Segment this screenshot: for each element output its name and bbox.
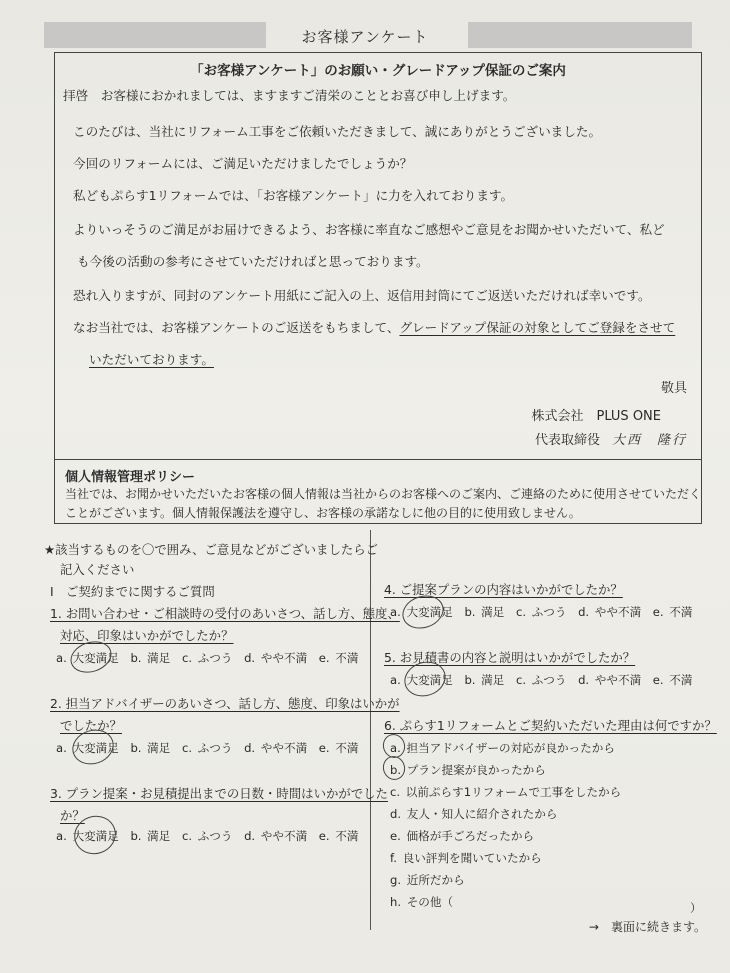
reason-h-close: ） — [690, 901, 702, 915]
question-3-line-2: か？ — [60, 808, 85, 823]
letter-heading: 「お客様アンケート」のお願い・グレードアップ保証のご案内 — [190, 63, 566, 79]
question-3-line-1: 3. プラン提案・お見積提出までの日数・時間はいかがでした — [50, 786, 388, 801]
question-2-options: a. 大変満足 b. 満足 c. ふつう d. やや不満 e. 不満 — [56, 741, 359, 755]
policy-line-2: ことがございます。個人情報保護法を遵守し、お客様の承諾なしに他の目的に使用致しません。 — [65, 506, 581, 520]
reason-d: d. 友人・知人に紹介されたから — [390, 807, 558, 821]
letter-paragraph-7a — [73, 317, 675, 336]
question-1-options: a. 大変満足 b. 満足 c. ふつう d. やや不満 e. 不満 — [56, 651, 359, 665]
representative-signature: 大西 隆行 — [611, 433, 687, 448]
policy-title: 個人情報管理ポリシー — [65, 470, 196, 485]
column-divider — [370, 530, 371, 930]
question-4-options: a. 大変満足 b. 満足 c. ふつう d. やや不満 e. 不満 — [390, 605, 693, 619]
guarantee-highlight: グレードアップ保証の対象としてご登録をさせて — [399, 320, 676, 335]
letter-paragraph-3: 今回のリフォームには、ご満足いただけましたでしょうか？ — [73, 156, 413, 171]
company-name: 株式会社 PLUS ONE — [531, 409, 661, 424]
privacy-policy — [54, 460, 702, 524]
representative — [535, 429, 687, 448]
letter-paragraph-6: 恐れ入りますが、同封のアンケート用紙にご記入の上、返信用封筒にてご返送いただければ幸いです。 — [73, 288, 651, 303]
letter-closing: 敬具 — [660, 381, 687, 396]
question-3-options: a. 大変満足 b. 満足 c. ふつう d. やや不満 e. 不満 — [56, 829, 359, 843]
letter-paragraph-5a: よりいっそうのご満足がお届けできるよう、お客様に率直なご感想やご意見をお聞かせいただいて、私ど — [73, 222, 665, 237]
question-6: 6. ぷらす1リフォームとご契約いただいた理由は何ですか？ — [384, 718, 717, 733]
letter-paragraph-7b: いただいております。 — [89, 352, 214, 367]
question-1-line-2: 対応、印象はいかがでしたか？ — [60, 628, 234, 643]
question-2-line-2: でしたか？ — [60, 718, 122, 733]
reason-b: b. プラン提案が良かったから — [390, 763, 546, 777]
instruction-line-1: ★該当するものを〇で囲み、ご意見などがございましたらご — [44, 542, 379, 557]
representative-title: 代表取締役 — [534, 433, 600, 448]
instruction-line-2: 記入ください — [60, 562, 135, 577]
question-4: 4. ご提案プランの内容はいかがでしたか？ — [384, 582, 623, 597]
question-5: 5. お見積書の内容と説明はいかがでしたか？ — [384, 650, 636, 665]
letter-paragraph-1: 拝啓 お客様におかれましては、ますますご清栄のこととお喜び申し上げます。 — [63, 88, 516, 103]
section-1-heading: Ⅰ ご契約までに関するご質問 — [50, 584, 215, 599]
question-2-line-1: 2. 担当アドバイザーのあいさつ、話し方、態度、印象はいかが — [50, 696, 400, 711]
letter-paragraph-5b: も今後の活動の参考にさせていただければと思っております。 — [77, 254, 429, 269]
answer-circle-reason-b — [380, 753, 408, 783]
question-5-options: a. 大変満足 b. 満足 c. ふつう d. やや不満 e. 不満 — [390, 673, 693, 687]
continue-note: → 裏面に続きます。 — [588, 920, 706, 934]
reason-h: h. その他（ — [390, 895, 454, 909]
letter-paragraph-4: 私どもぷらす1リフォームでは、「お客様アンケート」に力を入れております。 — [73, 188, 514, 203]
question-1-line-1: 1. お問い合わせ・ご相談時の受付のあいさつ、話し方、態度、 — [50, 606, 400, 621]
greeting-letter — [54, 52, 702, 460]
reason-g: g. 近所だから — [390, 873, 465, 887]
document-title: お客様アンケート — [301, 28, 429, 46]
reason-c: c. 以前ぷらす1リフォームで工事をしたから — [390, 785, 622, 799]
reason-a: a. 担当アドバイザーの対応が良かったから — [390, 741, 615, 755]
reason-f: f. 良い評判を聞いていたから — [390, 851, 542, 865]
letter-paragraph-7a-plain: なお当社では、お客様アンケートのご返送をもちまして、 — [73, 320, 400, 335]
policy-line-1: 当社では、お聞かせいただいたお客様の個人情報は当社からのお客様へのご案内、ご連絡のために使用させていただく — [65, 487, 702, 501]
letter-paragraph-2: このたびは、当社にリフォーム工事をご依頼いただきまして、誠にありがとうございました。 — [73, 124, 602, 139]
reason-e: e. 価格が手ごろだったから — [390, 829, 535, 843]
